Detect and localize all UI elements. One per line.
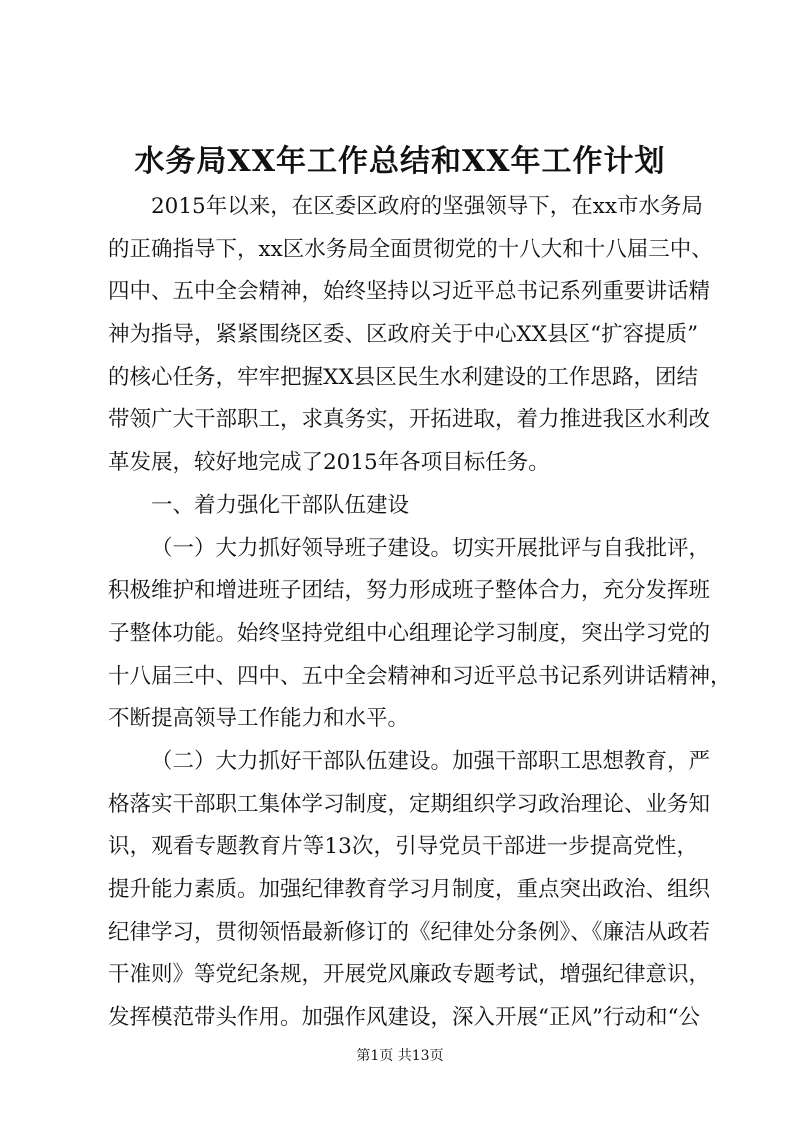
text-line: 十八届三中、四中、五中全会精神和习近平总书记系列讲话精神，: [108, 663, 732, 689]
text-line: 积极维护和增进班子团结，努力形成班子整体合力，充分发挥班: [108, 578, 711, 604]
text-line: （一）大力抓好领导班子建设。切实开展批评与自我批评，: [151, 535, 711, 561]
text-line: 革发展，较好地完成了2015年各项目标任务。: [108, 450, 550, 476]
text-line: 不断提高领导工作能力和水平。: [108, 706, 410, 732]
text-line: 一、着力强化干部队伍建设: [151, 492, 410, 518]
text-line: 的核心任务，牢牢把握XX县区民生水利建设的工作思路，团结: [108, 364, 698, 390]
text-line: 纪律学习，贯彻领悟最新修订的《纪律处分条例》、《廉洁从政若: [108, 919, 711, 945]
text-line: 子整体功能。始终坚持党组中心组理论学习制度，突出学习党的: [108, 620, 711, 646]
page-footer: 第1页 共13页: [356, 1048, 444, 1064]
document-body: [108, 186, 732, 1040]
text-line: 的正确指导下，xx区水务局全面贯彻党的十八大和十八届三中、: [108, 236, 713, 262]
text-line: 神为指导，紧紧围绕区委、区政府关于中心XX县区“扩容提质”: [108, 322, 699, 348]
document-title: 水务局XX年工作总结和XX年工作计划: [134, 144, 666, 179]
text-line: 干准则》等党纪条规，开展党风廉政专题考试，增强纪律意识，: [108, 962, 711, 988]
text-line: 识，观看专题教育片等13次，引导党员干部进一步提高党性，: [108, 834, 698, 860]
text-line: 格落实干部职工集体学习制度，定期组织学习政治理论、业务知: [108, 791, 711, 817]
text-line: 四中、五中全会精神，始终坚持以习近平总书记系列重要讲话精: [108, 279, 711, 305]
text-line: 带领广大干部职工，求真务实，开拓进取，着力推进我区水利改: [108, 407, 711, 433]
text-line: （二）大力抓好干部队伍建设。加强干部职工思想教育，严: [151, 748, 711, 774]
text-line: 提升能力素质。加强纪律教育学习月制度，重点突出政治、组织: [108, 877, 711, 902]
text-line: 发挥模范带头作用。加强作风建设，深入开展“正风”行动和“公: [108, 1005, 700, 1031]
text-line: 2015年以来，在区委区政府的坚强领导下，在xx市水务局: [151, 194, 703, 219]
